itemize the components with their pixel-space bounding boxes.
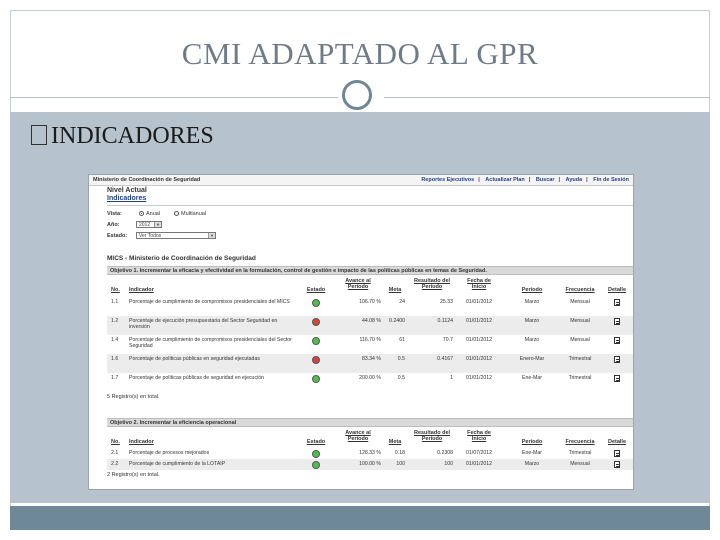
detail-icon[interactable] bbox=[614, 461, 620, 468]
bullet-box-icon bbox=[31, 125, 47, 145]
column-header-fecha[interactable]: Fecha de Inicio bbox=[467, 430, 491, 442]
cell-no: 1.4 bbox=[111, 337, 119, 343]
column-header-avance[interactable]: Avance al Período bbox=[345, 278, 371, 290]
title-rule-left bbox=[10, 97, 338, 98]
cell-frecuencia: Mensual bbox=[570, 318, 590, 324]
cell-resultado: 0.4167 bbox=[437, 356, 453, 362]
cell-meta: 24 bbox=[399, 299, 405, 305]
cell-frecuencia: Trimestral bbox=[568, 356, 592, 362]
cell-frecuencia: Mensual bbox=[570, 299, 590, 305]
cell-frecuencia: Trimestral bbox=[568, 375, 592, 381]
cell-frecuencia: Mensual bbox=[570, 461, 590, 467]
link-ayuda[interactable]: Ayuda bbox=[565, 177, 583, 183]
ministry-name: Ministerio de Coordinación de Seguridad bbox=[93, 177, 201, 183]
ring-ornament-icon bbox=[342, 80, 372, 110]
vista-anual-label: Anual bbox=[146, 211, 161, 217]
cell-fecha: 01/01/2012 bbox=[466, 461, 492, 467]
indicadores-link[interactable]: Indicadores bbox=[107, 195, 147, 202]
cell-periodo: Marzo bbox=[524, 337, 540, 343]
detail-icon[interactable] bbox=[614, 318, 620, 325]
column-header-no[interactable]: No. bbox=[111, 287, 120, 293]
cell-meta: 0.2400 bbox=[389, 318, 405, 324]
cell-meta: 61 bbox=[399, 337, 405, 343]
cell-resultado: 100 bbox=[444, 461, 453, 467]
anio-select[interactable] bbox=[136, 221, 162, 228]
cell-avance: 106.70 % bbox=[359, 299, 381, 305]
cell-fecha: 01/01/2012 bbox=[466, 337, 492, 343]
detail-icon[interactable] bbox=[614, 299, 620, 306]
cell-indicador: Porcentaje de políticas públicas en seguridad ejecutadas bbox=[129, 356, 260, 362]
cell-resultado: 0.2308 bbox=[437, 450, 453, 456]
cell-avance: 116.70 % bbox=[359, 337, 381, 343]
cell-frecuencia: Mensual bbox=[570, 337, 590, 343]
screenshot-panel bbox=[88, 174, 634, 490]
detail-icon[interactable] bbox=[614, 356, 620, 363]
status-dot-icon bbox=[312, 337, 320, 345]
column-header-estado[interactable]: Estado bbox=[306, 439, 326, 445]
column-header-periodo[interactable]: Período bbox=[521, 439, 543, 445]
cell-indicador: Porcentaje de ejecución presupuestaria del Sector Seguridad en inversión bbox=[129, 318, 278, 330]
cell-indicador: Porcentaje de procesos mejorados bbox=[129, 450, 210, 456]
divider bbox=[107, 205, 634, 206]
estado-label: Estado: bbox=[107, 233, 128, 239]
cell-resultado: 70.7 bbox=[442, 337, 453, 343]
objective-header: Objetivo 2. Incrementar la eficiencia operacional bbox=[107, 418, 634, 427]
link-reportes[interactable]: Reportes Ejecutivos bbox=[421, 177, 475, 183]
column-header-detalle[interactable]: Detalle bbox=[607, 287, 627, 293]
anio-select-value: 2012 bbox=[139, 222, 151, 228]
link-separator: | bbox=[586, 177, 588, 183]
slide-title: CMI ADAPTADO AL GPR bbox=[181, 36, 539, 71]
status-dot-icon bbox=[312, 299, 320, 307]
cell-meta: 0.5 bbox=[397, 375, 405, 381]
vista-multianual-label: Multianual bbox=[181, 211, 207, 217]
link-fin-sesion[interactable]: Fin de Sesión bbox=[593, 177, 629, 183]
record-count: 5 Registro(s) en total. bbox=[107, 394, 160, 400]
cell-no: 2.1 bbox=[111, 450, 119, 456]
cell-fecha: 01/01/2012 bbox=[466, 375, 492, 381]
status-dot-icon bbox=[312, 375, 320, 383]
link-actualizar[interactable]: Actualizar Plan bbox=[485, 177, 525, 183]
status-dot-icon bbox=[312, 318, 320, 326]
anio-label: Año: bbox=[107, 222, 120, 228]
status-dot-icon bbox=[312, 356, 320, 364]
org-title: MICS - Ministerio de Coordinación de Seguridad bbox=[107, 255, 256, 262]
cell-resultado: 25.33 bbox=[440, 299, 453, 305]
cell-fecha: 01/01/2012 bbox=[466, 356, 492, 362]
chevron-down-icon: ▼ bbox=[154, 222, 161, 227]
cell-fecha: 01/07/2012 bbox=[466, 450, 492, 456]
chevron-down-icon: ▼ bbox=[208, 233, 215, 238]
column-header-frecuencia[interactable]: Frecuencia bbox=[565, 439, 595, 445]
title-rule-right bbox=[384, 97, 710, 98]
cell-resultado: 1 bbox=[450, 375, 453, 381]
column-header-estado[interactable]: Estado bbox=[306, 287, 326, 293]
column-header-fecha[interactable]: Fecha de Inicio bbox=[467, 278, 491, 290]
level-title: Nivel Actual bbox=[107, 187, 147, 194]
column-header-resultado[interactable]: Resultado del Período bbox=[413, 278, 451, 290]
status-dot-icon bbox=[312, 461, 320, 469]
cell-meta: 100 bbox=[396, 461, 405, 467]
detail-icon[interactable] bbox=[614, 450, 620, 457]
cell-periodo: Enero-Mar bbox=[519, 356, 545, 362]
column-header-avance[interactable]: Avance al Período bbox=[345, 430, 371, 442]
column-header-frecuencia[interactable]: Frecuencia bbox=[565, 287, 595, 293]
cell-periodo: Ene-Mar bbox=[522, 450, 542, 456]
cell-avance: 200.00 % bbox=[359, 375, 381, 381]
column-header-indicador[interactable]: Indicador bbox=[129, 287, 154, 293]
column-header-resultado[interactable]: Resultado del Período bbox=[413, 430, 451, 442]
cell-indicador: Porcentaje de cumplimiento de compromisos presidenciales del MICS bbox=[129, 299, 290, 305]
cell-meta: 0.18 bbox=[394, 450, 405, 456]
cell-resultado: 0.1124 bbox=[437, 318, 453, 324]
objective-header: Objetivo 1. Incrementar la eficacia y efectividad en la formulación, control de gestión e impacto de las políticas públicas en temas de Seguridad. bbox=[107, 266, 634, 275]
top-links bbox=[417, 177, 629, 183]
column-header-meta[interactable]: Meta bbox=[388, 439, 402, 445]
estado-select-value: Ver Todos bbox=[139, 233, 162, 239]
cell-meta: 0.5 bbox=[397, 356, 405, 362]
column-header-meta[interactable]: Meta bbox=[388, 287, 402, 293]
link-separator: | bbox=[478, 177, 480, 183]
cell-no: 1.6 bbox=[111, 356, 119, 362]
vista-label: Vista: bbox=[107, 211, 122, 217]
estado-select[interactable] bbox=[136, 232, 216, 239]
status-dot-icon bbox=[312, 450, 320, 458]
vista-multianual-radio[interactable] bbox=[174, 211, 179, 216]
cell-frecuencia: Trimestral bbox=[568, 450, 592, 456]
cell-indicador: Porcentaje de políticas públicas de seguridad en ejecución bbox=[129, 375, 264, 381]
cell-periodo: Marzo bbox=[524, 299, 540, 305]
bullet-text: INDICADORES bbox=[51, 123, 214, 149]
link-buscar[interactable]: Buscar bbox=[535, 177, 555, 183]
cell-fecha: 01/01/2012 bbox=[466, 299, 492, 305]
cell-no: 1.2 bbox=[111, 318, 119, 324]
cell-avance: 100.00 % bbox=[359, 461, 381, 467]
cell-periodo: Ene-Mar bbox=[522, 375, 542, 381]
record-count: 2 Registro(s) en total. bbox=[107, 472, 160, 478]
cell-avance: 44.08 % bbox=[361, 318, 381, 324]
cell-indicador: Porcentaje de cumplimiento de compromisos presidenciales del Sector Seguridad bbox=[129, 337, 292, 349]
cell-periodo: Marzo bbox=[524, 461, 540, 467]
bullet-heading bbox=[31, 123, 214, 150]
detail-icon[interactable] bbox=[614, 375, 620, 382]
column-header-no[interactable]: No. bbox=[111, 439, 120, 445]
cell-periodo: Marzo bbox=[524, 318, 540, 324]
cell-no: 1.1 bbox=[111, 299, 119, 305]
cell-no: 2.2 bbox=[111, 461, 119, 467]
app-topbar bbox=[89, 175, 633, 186]
link-separator: | bbox=[558, 177, 561, 183]
cell-avance: 128.33 % bbox=[359, 450, 381, 456]
column-header-periodo[interactable]: Período bbox=[521, 287, 543, 293]
column-header-detalle[interactable]: Detalle bbox=[607, 439, 627, 445]
cell-fecha: 01/01/2012 bbox=[466, 318, 492, 324]
column-header-indicador[interactable]: Indicador bbox=[129, 439, 154, 445]
cell-no: 1.7 bbox=[111, 375, 119, 381]
vista-anual-radio[interactable] bbox=[139, 211, 144, 216]
bottom-bar bbox=[10, 506, 710, 530]
cell-avance: 83.34 % bbox=[361, 356, 381, 362]
cell-indicador: Porcentaje de cumplimiento de la LOTAIP bbox=[129, 461, 226, 467]
detail-icon[interactable] bbox=[614, 337, 620, 344]
link-separator: | bbox=[528, 177, 531, 183]
